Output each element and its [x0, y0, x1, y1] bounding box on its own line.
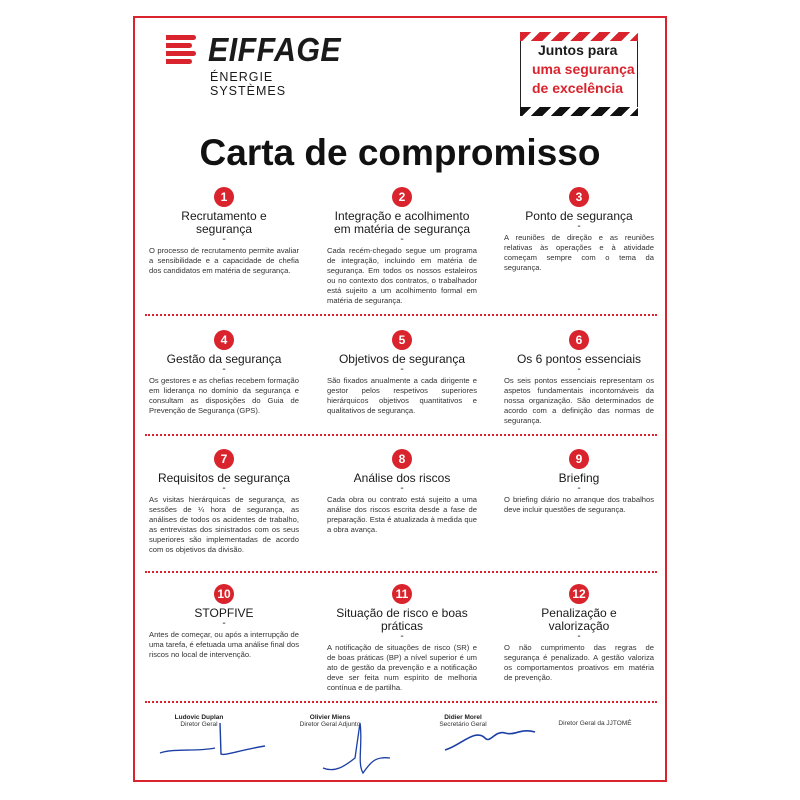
- item-text: As visitas hierárquicas de segurança, as sessões de ¼ hora de segurança, as análises de todos os acidentes de trabalho, as entrevistas dos sinistrados com os seus superiores são implementadas de acordo com os objetivos da divisão.: [149, 495, 299, 554]
- item-number: 10: [214, 584, 234, 604]
- item-number: 2: [392, 187, 412, 207]
- dotted-divider: [145, 701, 657, 703]
- item-text: Os gestores e as chefias recebem formação em liderança no domínio da segurança e consultam as disposições do Guia de Prevenção de Segurança (GPS).: [149, 376, 299, 415]
- hazard-stripes-top: [520, 32, 638, 41]
- item-number: 1: [214, 187, 234, 207]
- logo-name: EIFFAGE: [208, 31, 342, 68]
- signer-name: Ludovic Duplan: [174, 714, 224, 721]
- charter-poster: [133, 16, 667, 782]
- item-title: Situação de risco e boas práticas: [336, 606, 468, 633]
- hazard-stripes-bottom: [520, 107, 638, 116]
- commitment-item: 9 Briefing - O briefing diário no arranque dos trabalhos deve incluir questões de segurança.: [504, 449, 654, 515]
- item-text: O não cumprimento das regras de segurança é penalizado. A gestão valoriza os comportamentos proativos em matéria de prevenção.: [504, 643, 654, 682]
- item-number: 7: [214, 449, 234, 469]
- signer-role: Diretor Geral Adjunto: [299, 721, 361, 728]
- item-text: Antes de começar, ou após a interrupção de uma tarefa, é efetuada uma análise final dos riscos no local de intervenção.: [149, 630, 299, 659]
- item-number: 4: [214, 330, 234, 350]
- dotted-divider: [145, 434, 657, 436]
- item-text: São fixados anualmente a cada dirigente e gestor pelos respetivos superiores hierárquicos objetivos quantitativos e qualitativos de segurança.: [327, 376, 477, 415]
- badge-line-2: uma segurança: [532, 61, 635, 77]
- item-text: A reuniões de direção e as reuniões relativas às operações e à atividade começam sempre com o tema da segurança.: [504, 233, 654, 272]
- dotted-divider: [145, 571, 657, 573]
- item-text: Os seis pontos essenciais representam os aspetos fundamentais incontornáveis da nossa organização. São determinados de acordo com a definição das normas de segurança.: [504, 376, 654, 425]
- item-title: Requisitos de segurança: [157, 471, 291, 485]
- item-number: 6: [569, 330, 589, 350]
- safety-badge: [520, 32, 638, 116]
- item-title: STOPFIVE: [194, 606, 254, 620]
- commitment-item: 11 Situação de risco e boas práticas - A notificação de situações de risco (SR) e de boas práticas (BP) a nível superior é um ato de gestão da prevenção e a notificação deve ser feita num espírito de melhoria contínua e de partilha.: [327, 584, 477, 693]
- badge-line-3: de excelência: [532, 80, 624, 96]
- item-text: A notificação de situações de risco (SR) e de boas práticas (BP) a nível superior é um ato de gestão da prevenção e a notificação deve ser feita num espírito de melhoria contínua e de partilha.: [327, 643, 477, 692]
- badge-line-1: Juntos para: [538, 42, 618, 58]
- item-title: Os 6 pontos essenciais: [516, 352, 642, 366]
- signer-name: Didier Morel: [444, 714, 482, 721]
- commitment-item: 6 Os 6 pontos essenciais - Os seis pontos essenciais representam os aspetos fundamentais incontornáveis da nossa organização. São determinados de acordo com a definição das normas de segurança.: [504, 330, 654, 426]
- commitment-item: 8 Análise dos riscos - Cada obra ou contrato está sujeito a uma análise dos riscos escrita desde a fase de preparação. Esta é atualizada à medida que a obra avança.: [327, 449, 477, 535]
- item-title: Recrutamento e segurança: [181, 209, 267, 236]
- commitment-item: 10 STOPFIVE - Antes de começar, ou após a interrupção de uma tarefa, é efetuada uma análise final dos riscos no local de intervenção.: [149, 584, 299, 660]
- signature-scribble-2: [315, 718, 405, 778]
- item-title: Briefing: [558, 471, 600, 485]
- logo-subtitle: ÉNERGIE SYSTÈMES: [210, 70, 287, 98]
- item-text: O processo de recrutamento permite avaliar a sensibilidade e a capacidade de chefia dos candidatos em matéria de segurança.: [149, 246, 299, 275]
- item-title: Gestão da segurança: [166, 352, 282, 366]
- commitment-item: 7 Requisitos de segurança - As visitas hierárquicas de segurança, as sessões de ¼ hora de segurança, as análises de todos os acidentes de trabalho, as entrevistas dos sinistrados com os seus superiores são implementadas de acordo com os objetivos da divisão.: [149, 449, 299, 555]
- item-number: 12: [569, 584, 589, 604]
- dotted-divider: [145, 314, 657, 316]
- item-title: Integração e acolhimento em matéria de segurança: [333, 209, 471, 236]
- item-text: O briefing diário no arranque dos trabalhos deve incluir questões de segurança.: [504, 495, 654, 514]
- signer-role: Diretor Geral da JJTOMÉ: [558, 720, 632, 727]
- item-number: 3: [569, 187, 589, 207]
- commitment-item: 2 Integração e acolhimento em matéria de segurança - Cada recém-chegado segue um programa de integração, incluindo em matéria de segurança. Em todos os nossos estaleiros ou no contexto dos contratos, o trabalhador está sujeito a um acolhimento formal em matéria de segurança.: [327, 187, 477, 306]
- item-number: 8: [392, 449, 412, 469]
- commitment-item: 5 Objetivos de segurança - São fixados anualmente a cada dirigente e gestor pelos respetivos superiores hierárquicos objetivos quantitativos e qualitativos de segurança.: [327, 330, 477, 416]
- item-number: 9: [569, 449, 589, 469]
- item-text: Cada recém-chegado segue um programa de integração, incluindo em matéria de segurança. Em todos os nossos estaleiros ou no contexto dos contratos, o trabalhador está sujeito a um acolhimento formal em matéria de segurança.: [327, 246, 477, 305]
- commitment-item: 4 Gestão da segurança - Os gestores e as chefias recebem formação em liderança no domínio da segurança e consultam as disposições do Guia de Prevenção de Segurança (GPS).: [149, 330, 299, 416]
- item-title: Penalização e valorização: [541, 606, 617, 633]
- commitment-item: 12 Penalização e valorização - O não cumprimento das regras de segurança é penalizado. A gestão valoriza os comportamentos proativos em matéria de prevenção.: [504, 584, 654, 683]
- signer-name: Olivier Miens: [309, 714, 351, 721]
- item-number: 5: [392, 330, 412, 350]
- commitment-item: 3 Ponto de segurança - A reuniões de direção e as reuniões relativas às operações e à atividade começam sempre com o tema da segurança.: [504, 187, 654, 273]
- eiffage-logo: [166, 31, 346, 98]
- item-title: Análise dos riscos: [353, 471, 451, 485]
- commitment-item: 1 Recrutamento e segurança - O processo de recrutamento permite avaliar a sensibilidade e a capacidade de chefia dos candidatos em matéria de segurança.: [149, 187, 299, 276]
- eiffage-mark-icon: [166, 33, 200, 67]
- signature-scribble-3: [435, 718, 545, 758]
- signer-role: Diretor Geral: [180, 721, 218, 728]
- item-title: Objetivos de segurança: [338, 352, 466, 366]
- item-number: 11: [392, 584, 412, 604]
- signature-scribble-1: [155, 718, 275, 763]
- item-title: Ponto de segurança: [525, 209, 633, 223]
- signature-block: [535, 720, 655, 727]
- signer-role: Secretário Geral: [439, 721, 487, 728]
- item-text: Cada obra ou contrato está sujeito a uma análise dos riscos escrita desde a fase de preparação. Esta é atualizada à medida que a obra avança.: [327, 495, 477, 534]
- page-title: Carta de compromisso: [199, 132, 601, 173]
